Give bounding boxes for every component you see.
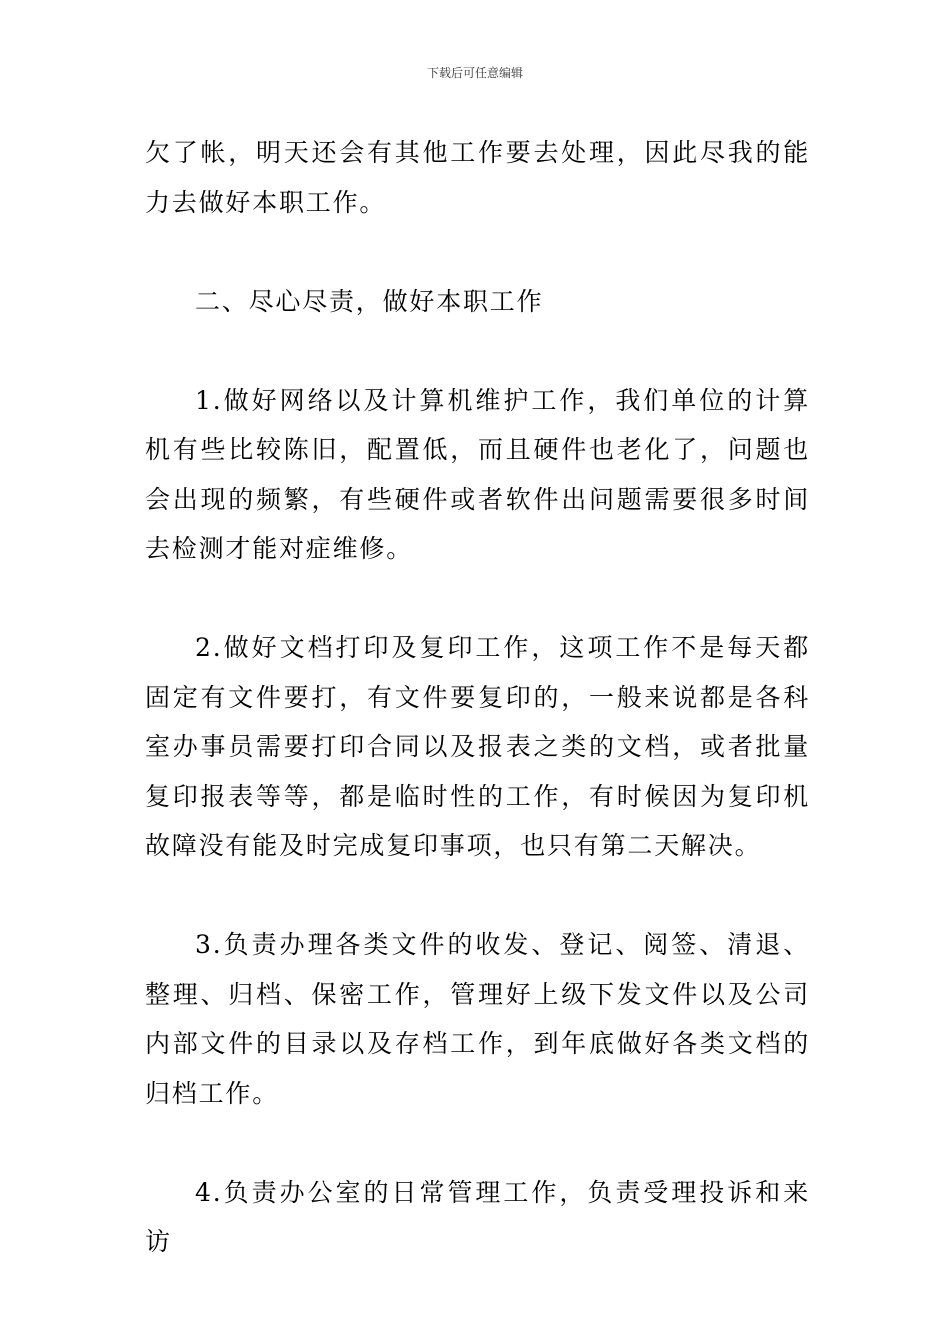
paragraph-item-3: 3.负责办理各类文件的收发、登记、阅签、清退、整理、归档、保密工作，管理好上级下发文件以及公司内部文件的目录以及存档工作，到年底做好各类文档的归档工作。 [145,930,810,1108]
section-heading: 二、尽心尽责，做好本职工作 [195,286,544,316]
paragraph-spacer [145,1118,810,1168]
paragraph-item-4: 4.负责办公室的日常管理工作，负责受理投诉和来访 [145,1177,810,1256]
paragraph-spacer [145,871,810,921]
paragraph-continuation: 欠了帐，明天还会有其他工作要去处理，因此尽我的能力去做好本职工作。 [145,138,810,217]
paragraph-item-2: 2.做好文档打印及复印工作，这项工作不是每天都固定有文件要打，有文件要复印的，一般来说都是各科室办事员需要打印合同以及报表之类的文档，或者批量复印报表等等，都是临时性的工作，有时候因为复印机故障没有能及时完成复印事项，也只有第二天解决。 [145,633,810,860]
paragraph-spacer [145,326,810,376]
paragraph-item-1: 1.做好网络以及计算机维护工作，我们单位的计算机有些比较陈旧，配置低，而且硬件也老化了，问题也会出现的频繁，有些硬件或者软件出问题需要很多时间去检测才能对症维修。 [145,385,810,563]
document-body [145,128,810,1267]
paragraph-spacer [145,227,810,277]
paragraph-spacer [145,574,810,624]
page-header: 下载后可任意编辑 [426,66,523,80]
